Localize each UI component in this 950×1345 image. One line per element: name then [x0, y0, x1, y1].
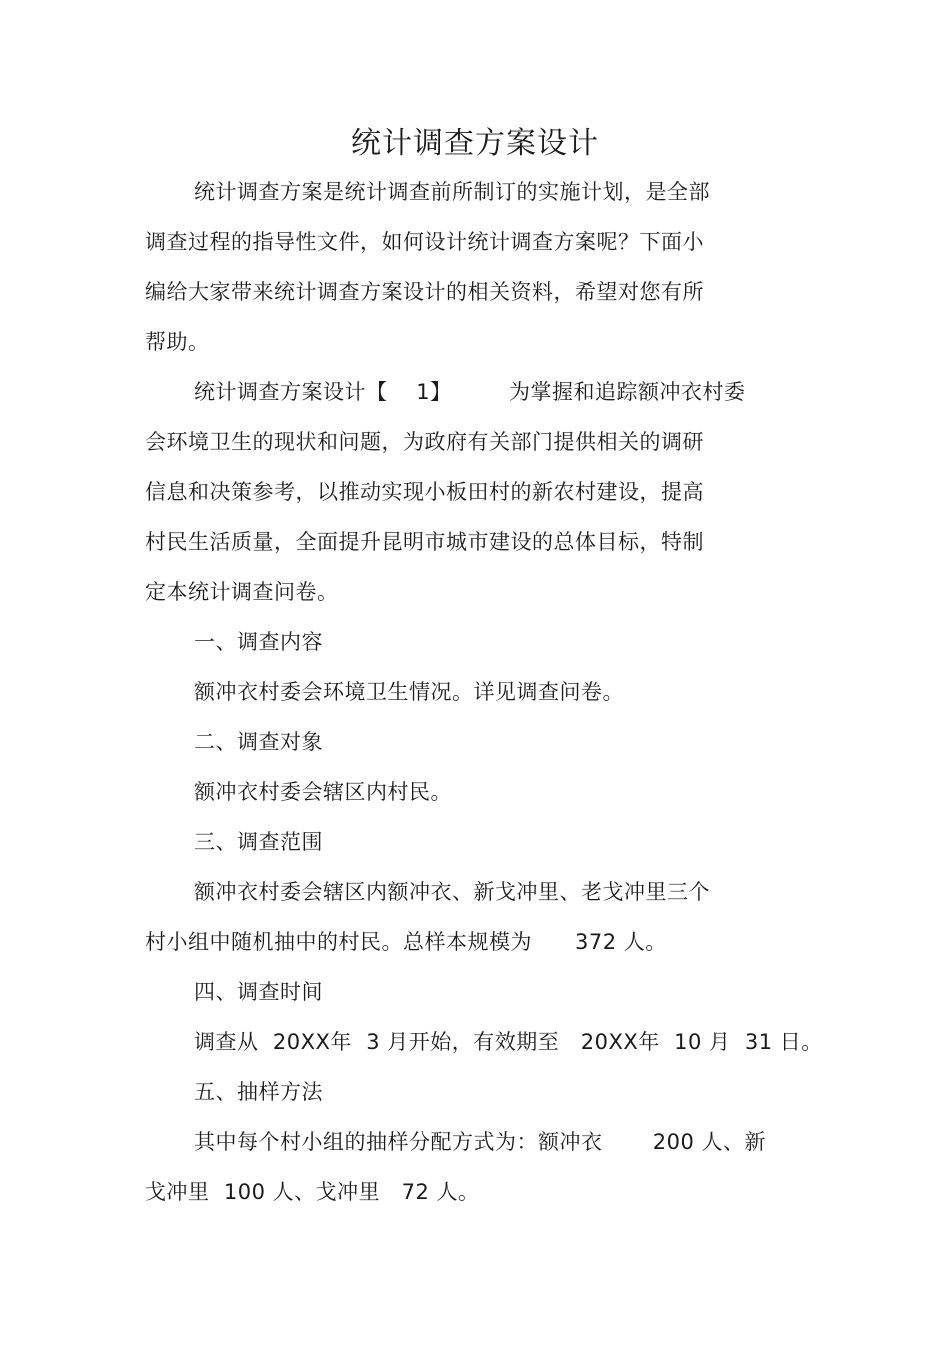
section-heading-object: 二、调查对象 [194, 730, 323, 754]
section-text-content: 额冲衣村委会环境卫生情况。详见调查问卷。 [194, 680, 624, 704]
paragraph-design-line-5: 定本统计调查问卷。 [145, 580, 339, 604]
paragraph-intro-line-3: 编给大家带来统计调查方案设计的相关资料，希望对您有所 [145, 280, 704, 304]
section-heading-sampling: 五、抽样方法 [194, 1080, 323, 1104]
paragraph-design-line-2: 会环境卫生的现状和问题，为政府有关部门提供相关的调研 [145, 430, 704, 454]
section-text-sampling-line-1: 其中每个村小组的抽样分配方式为：额冲衣 200 人、新 [194, 1130, 766, 1154]
section-heading-content: 一、调查内容 [194, 630, 323, 654]
section-text-time: 调查从 20XX年 3 月开始，有效期至 20XX年 10 月 31 日。 [194, 1030, 823, 1054]
section-text-scope-line-1: 额冲衣村委会辖区内额冲衣、新戈冲里、老戈冲里三个 [194, 880, 710, 904]
section-text-object: 额冲衣村委会辖区内村民。 [194, 780, 452, 804]
section-text-sampling-line-2: 戈冲里 100 人、戈冲里 72 人。 [145, 1180, 480, 1204]
document-title: 统计调查方案设计 [351, 126, 599, 161]
paragraph-intro-line-4: 帮助。 [145, 330, 210, 354]
paragraph-design-line-4: 村民生活质量，全面提升昆明市城市建设的总体目标，特制 [145, 530, 704, 554]
section-heading-time: 四、调查时间 [194, 980, 323, 1004]
paragraph-intro-line-2: 调查过程的指导性文件，如何设计统计调查方案呢？下面小 [145, 230, 704, 254]
section-heading-scope: 三、调查范围 [194, 830, 323, 854]
paragraph-design-line-3: 信息和决策参考，以推动实现小板田村的新农村建设，提高 [145, 480, 704, 504]
paragraph-intro-line-1: 统计调查方案是统计调查前所制订的实施计划，是全部 [194, 180, 710, 204]
section-text-scope-line-2: 村小组中随机抽中的村民。总样本规模为 372 人。 [145, 930, 667, 954]
paragraph-design-line-1: 统计调查方案设计【 1】 为掌握和追踪额冲衣村委 [194, 380, 746, 404]
